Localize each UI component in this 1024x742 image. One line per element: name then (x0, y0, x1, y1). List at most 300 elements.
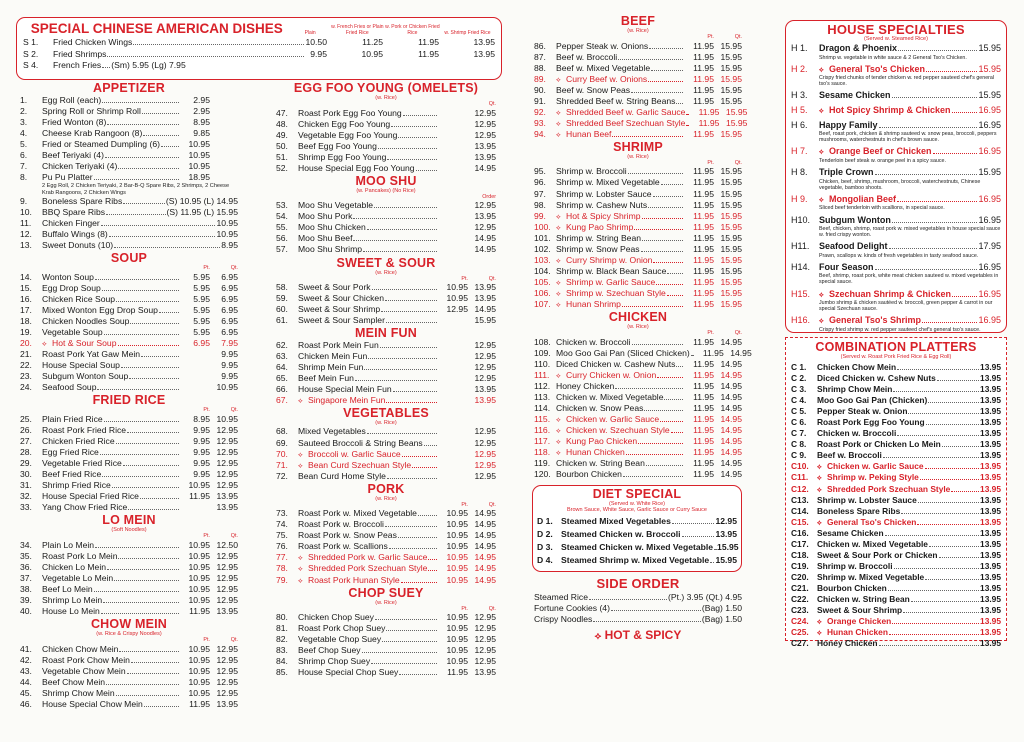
menu-item[interactable] (534, 469, 742, 480)
side-item[interactable] (534, 592, 742, 603)
menu-item[interactable] (20, 360, 238, 371)
dot-leader (897, 435, 979, 436)
pepper-icon: ⟡ (556, 224, 561, 232)
menu-item[interactable] (20, 595, 238, 606)
item-price: 11.95 (693, 40, 714, 51)
dot-leader (398, 137, 437, 138)
menu-item[interactable] (791, 572, 1001, 583)
item-price: 12.95 (474, 459, 496, 470)
menu-item[interactable] (537, 515, 737, 528)
menu-item[interactable] (534, 222, 742, 233)
menu-item[interactable] (534, 189, 742, 200)
menu-item[interactable] (20, 551, 238, 562)
menu-item[interactable] (791, 262, 1001, 274)
menu-item[interactable] (20, 139, 238, 150)
item-price: 10.95 (188, 161, 210, 172)
menu-item[interactable] (791, 472, 1001, 483)
menu-item[interactable] (276, 656, 496, 667)
item-name-text: Roast Pork Lo Mein (42, 550, 118, 561)
menu-item[interactable] (20, 491, 238, 502)
dot-leader (632, 344, 683, 345)
item-name-text: House Special Chow Mein (42, 698, 143, 709)
item-number: 7. (20, 161, 28, 172)
item-price: 11.95 (189, 491, 210, 502)
menu-item[interactable] (791, 450, 1001, 461)
menu-item[interactable] (534, 244, 742, 255)
dot-leader (611, 610, 701, 611)
item-price: 13.95 (980, 605, 1001, 616)
menu-item[interactable] (276, 623, 496, 634)
item-name (42, 305, 158, 316)
dot-leader (355, 380, 437, 381)
item-name (42, 469, 101, 480)
menu-item[interactable] (791, 439, 1001, 450)
item-number: 16. (20, 294, 32, 305)
menu-item[interactable] (276, 362, 496, 373)
item-description: Beef, shrimp, roast pork, white meat chicken sauteed w. mixed vegetables in special sauce. (819, 273, 999, 286)
menu-item[interactable] (276, 634, 496, 645)
section-title: PORK (367, 481, 405, 496)
menu-item[interactable] (276, 222, 496, 233)
dot-leader (651, 70, 683, 71)
menu-section (20, 618, 238, 710)
menu-item[interactable] (791, 167, 1001, 179)
menu-item[interactable] (20, 688, 238, 699)
menu-section (534, 310, 752, 480)
item-name-text: Kung Pao Chicken (566, 435, 638, 446)
special-item[interactable] (23, 37, 495, 49)
house-item (791, 167, 1001, 191)
item-number: H 6. (791, 119, 808, 130)
menu-item[interactable] (534, 359, 742, 370)
menu-item[interactable] (534, 255, 742, 266)
menu-item[interactable] (20, 371, 238, 382)
pepper-icon: ⟡ (556, 109, 561, 117)
dot-leader (942, 446, 979, 447)
menu-item[interactable] (276, 460, 496, 471)
item-name-text: Chicken Chow Mein (817, 362, 897, 372)
menu-item[interactable] (20, 240, 238, 251)
item-number: 20. (20, 338, 32, 349)
menu-item[interactable] (791, 373, 1001, 384)
menu-item[interactable] (276, 471, 496, 482)
menu-item[interactable] (20, 666, 238, 677)
menu-item[interactable] (276, 438, 496, 449)
price-header-qt: Qt. (488, 275, 496, 282)
menu-item[interactable] (20, 161, 238, 172)
item-price: 9.95 (193, 424, 210, 435)
menu-item[interactable] (20, 458, 238, 469)
item-number: 119. (534, 458, 551, 469)
menu-item[interactable] (791, 362, 1001, 373)
item-name (42, 540, 94, 551)
menu-item[interactable] (20, 128, 238, 139)
item-price: 8.95 (193, 413, 210, 424)
menu-item[interactable] (276, 108, 496, 119)
section-title: SWEET & SOUR (336, 255, 436, 270)
menu-item[interactable] (276, 384, 496, 395)
price-header-pt: Pt. (203, 407, 210, 414)
item-name-text: General Tso's Shrimp (829, 315, 921, 326)
diet-special-sub: (Served w. White Rice) (609, 501, 665, 507)
price-header-pt: Pt. (461, 501, 468, 508)
menu-item[interactable] (534, 211, 742, 222)
item-price: 10.95 (188, 150, 210, 161)
dot-leader (159, 312, 179, 313)
item-price: 15.95 (720, 166, 742, 177)
menu-item[interactable] (791, 43, 1001, 55)
menu-item[interactable] (20, 95, 238, 106)
item-number: 64. (276, 362, 288, 373)
menu-item[interactable] (276, 119, 496, 130)
menu-item[interactable] (791, 561, 1001, 572)
item-name (42, 562, 106, 573)
menu-item[interactable] (791, 528, 1001, 539)
dot-leader (888, 590, 979, 591)
menu-item[interactable] (534, 436, 742, 447)
menu-item[interactable] (276, 612, 496, 623)
menu-item[interactable] (791, 638, 1001, 649)
menu-item[interactable] (791, 517, 1001, 528)
menu-item[interactable] (20, 172, 238, 183)
menu-section (534, 141, 742, 310)
dot-leader (102, 290, 179, 291)
menu-item[interactable] (20, 106, 238, 117)
item-name (42, 327, 103, 338)
menu-item[interactable] (534, 74, 742, 85)
menu-item[interactable] (20, 207, 238, 218)
item-price: 14.95 (720, 358, 742, 369)
menu-item[interactable] (276, 552, 496, 563)
menu-item[interactable] (276, 449, 496, 460)
menu-item[interactable] (276, 130, 496, 141)
item-price: 16.95 (978, 214, 1001, 225)
item-number: C16. (791, 527, 809, 538)
menu-item[interactable] (534, 458, 742, 469)
diet-special-title: DIET SPECIAL (592, 487, 682, 501)
menu-item[interactable] (20, 349, 238, 360)
menu-item[interactable] (791, 395, 1001, 406)
menu-item[interactable] (534, 266, 742, 277)
menu-item[interactable] (276, 508, 496, 519)
menu-item[interactable] (534, 233, 742, 244)
menu-item[interactable] (791, 241, 1001, 253)
menu-item[interactable] (791, 194, 1001, 206)
menu-item[interactable] (534, 200, 742, 211)
house-item (791, 289, 1001, 313)
item-price: 13.95 (980, 483, 1001, 494)
menu-item[interactable] (537, 528, 737, 541)
dot-leader (623, 476, 683, 477)
item-number: 29. (20, 458, 32, 469)
menu-section (276, 82, 496, 174)
item-name (819, 43, 897, 55)
menu-item[interactable] (791, 627, 1001, 638)
menu-item[interactable] (534, 337, 742, 348)
menu-item[interactable] (791, 384, 1001, 395)
dot-leader (368, 358, 437, 359)
menu-item[interactable] (276, 541, 496, 552)
section-title: VEGETABLES (343, 406, 429, 421)
pepper-icon: ⟡ (42, 341, 47, 349)
menu-item[interactable] (20, 316, 238, 327)
item-price: 11.95 (189, 606, 210, 617)
menu-item[interactable] (791, 417, 1001, 428)
menu-item[interactable] (534, 425, 742, 436)
item-price: 15.95 (720, 221, 742, 232)
menu-item[interactable] (20, 272, 238, 283)
menu-item[interactable] (791, 484, 1001, 495)
menu-item[interactable] (534, 85, 742, 96)
item-price: 15.95 (725, 106, 748, 117)
item-number: H10. (791, 214, 811, 225)
menu-item[interactable] (791, 146, 1001, 158)
item-name-text: Shredded Beef Szechuan Style (566, 117, 686, 128)
menu-item[interactable] (534, 288, 742, 299)
menu-item[interactable] (791, 428, 1001, 439)
menu-item[interactable] (20, 229, 238, 240)
menu-item[interactable] (20, 305, 238, 316)
menu-item[interactable] (20, 502, 238, 513)
dot-leader (133, 44, 304, 45)
menu-item[interactable] (791, 583, 1001, 594)
menu-item[interactable] (534, 414, 742, 425)
side-item[interactable] (534, 603, 742, 614)
menu-item[interactable] (276, 395, 496, 406)
item-number: 104. (534, 265, 551, 276)
side-item[interactable] (534, 614, 742, 625)
pepper-icon: ⟡ (817, 630, 822, 638)
menu-item[interactable] (20, 447, 238, 458)
item-price: 11.95 (418, 48, 439, 59)
item-price: 15.95 (720, 199, 742, 210)
pepper-icon: ⟡ (819, 108, 824, 116)
menu-item[interactable] (791, 120, 1001, 132)
menu-item[interactable] (20, 584, 238, 595)
item-name-text: Chicken w. Mixed Vegetable (817, 538, 928, 549)
item-number: 97. (534, 188, 546, 199)
menu-item[interactable] (276, 163, 496, 174)
menu-item[interactable] (534, 370, 742, 381)
menu-item[interactable] (20, 562, 238, 573)
item-number: H 8. (791, 167, 808, 178)
menu-item[interactable] (791, 105, 1001, 117)
menu-item[interactable] (20, 425, 238, 436)
pepper-icon: ⟡ (556, 438, 561, 446)
menu-item[interactable] (534, 129, 742, 140)
item-price: 14.95 (720, 424, 742, 435)
item-name (42, 551, 117, 562)
item-number: 120. (534, 469, 551, 480)
item-description: Sliced beef tenderloin with scallions, in special sauce. (819, 205, 945, 212)
menu-item[interactable] (276, 304, 496, 315)
item-name (817, 384, 892, 395)
menu-item[interactable] (20, 655, 238, 666)
item-number: C 3. (791, 384, 807, 395)
menu-item[interactable] (276, 530, 496, 541)
item-price: (Pt.) 3.95 (Qt.) 4.95 (667, 592, 742, 602)
item-number: 63. (276, 351, 288, 362)
menu-item[interactable] (534, 41, 742, 52)
menu-item[interactable] (534, 96, 742, 107)
menu-item[interactable] (534, 63, 742, 74)
menu-item[interactable] (534, 117, 748, 129)
menu-item[interactable] (791, 406, 1001, 417)
menu-item[interactable] (791, 550, 1001, 561)
dot-leader (642, 240, 683, 241)
menu-item[interactable] (276, 575, 496, 586)
dot-leader (928, 402, 979, 403)
item-number: 115. (534, 413, 551, 424)
item-name-text: House Special Fried Rice (42, 491, 139, 502)
item-price: 11.95 (693, 358, 714, 369)
pepper-icon: ⟡ (556, 301, 561, 309)
pepper-icon: ⟡ (819, 196, 824, 204)
menu-item[interactable] (276, 200, 496, 211)
menu-item[interactable] (534, 177, 742, 188)
menu-item[interactable] (20, 606, 238, 617)
menu-item[interactable] (276, 293, 496, 304)
item-number: 40. (20, 606, 32, 617)
menu-item[interactable] (534, 52, 742, 63)
item-name-text: Kung Pao Shrimp (566, 221, 634, 232)
menu-item[interactable] (20, 338, 238, 349)
menu-item[interactable] (791, 64, 1001, 76)
menu-item[interactable] (276, 244, 496, 255)
item-name-text: Diced Chicken w. Cashew Nuts (556, 358, 676, 369)
menu-item[interactable] (791, 605, 1001, 616)
menu-item[interactable] (276, 519, 496, 530)
menu-item[interactable] (20, 283, 238, 294)
menu-item[interactable] (20, 414, 238, 425)
dot-leader (118, 345, 180, 346)
menu-item[interactable] (20, 436, 238, 447)
menu-item[interactable] (20, 196, 238, 207)
item-price: 10.95 (446, 634, 468, 645)
menu-item[interactable] (791, 90, 1001, 102)
menu-item[interactable] (20, 699, 238, 710)
menu-item[interactable] (537, 541, 737, 554)
menu-item[interactable] (276, 373, 496, 384)
item-price: 16.95 (978, 105, 1001, 116)
menu-item[interactable] (534, 299, 742, 310)
menu-item[interactable] (534, 277, 742, 288)
menu-item[interactable] (791, 315, 1001, 327)
col-plain: Plain (304, 30, 316, 36)
menu-item[interactable] (791, 616, 1001, 627)
pepper-icon: ⟡ (819, 291, 824, 299)
item-number: 73. (276, 508, 288, 519)
menu-item[interactable] (534, 392, 742, 403)
menu-item[interactable] (276, 211, 496, 222)
dot-leader (691, 355, 693, 356)
item-number: 60. (276, 304, 288, 315)
special-item[interactable] (23, 49, 495, 61)
menu-item[interactable] (534, 381, 742, 392)
menu-section (276, 175, 496, 256)
menu-item[interactable] (276, 563, 496, 574)
item-price: 10.95 (446, 574, 468, 585)
item-price: 10.95 (188, 654, 210, 665)
menu-item[interactable] (276, 340, 496, 351)
menu-item[interactable] (20, 117, 238, 128)
menu-item[interactable] (276, 351, 496, 362)
menu-item[interactable] (791, 289, 1001, 301)
item-name (298, 667, 398, 678)
item-price: 10.95 (188, 595, 210, 606)
dot-leader (908, 413, 979, 414)
item-price: 12.95 (474, 437, 496, 448)
menu-item[interactable] (791, 594, 1001, 605)
special-item[interactable] (23, 60, 495, 72)
menu-item[interactable] (20, 382, 238, 393)
menu-item[interactable] (537, 554, 737, 567)
item-name (556, 392, 663, 403)
item-price: 12.95 (474, 340, 496, 351)
menu-item[interactable] (20, 327, 238, 338)
menu-item[interactable] (20, 480, 238, 491)
price-header-qt: Qt. (488, 501, 496, 508)
menu-item[interactable] (534, 347, 752, 359)
menu-item[interactable] (791, 506, 1001, 517)
house-item (791, 64, 1001, 88)
menu-item[interactable] (20, 573, 238, 584)
menu-item[interactable] (276, 141, 496, 152)
menu-item[interactable] (20, 644, 238, 655)
menu-item[interactable] (276, 233, 496, 244)
item-price: 14.95 (474, 563, 496, 574)
item-price: 11.95 (693, 232, 714, 243)
dot-leader (903, 612, 979, 613)
dot-leader (127, 673, 179, 674)
dot-leader (372, 289, 437, 290)
item-name (298, 575, 400, 587)
menu-item[interactable] (791, 215, 1001, 227)
dot-leader (875, 269, 978, 270)
item-name (42, 436, 115, 447)
menu-item[interactable] (791, 461, 1001, 472)
item-name (298, 541, 388, 552)
menu-item[interactable] (20, 218, 238, 229)
menu-item[interactable] (276, 667, 496, 678)
menu-item[interactable] (20, 540, 238, 551)
menu-item[interactable] (276, 282, 496, 293)
menu-item[interactable] (534, 166, 742, 177)
section-title: LO MEIN (102, 513, 156, 528)
menu-item[interactable] (276, 645, 496, 656)
menu-item[interactable] (20, 677, 238, 688)
col-pork-fried-rice: w. Pork or Chicken Fried Rice (385, 24, 440, 36)
menu-item[interactable] (276, 426, 496, 437)
item-number: 51. (276, 151, 288, 162)
menu-item[interactable] (534, 403, 742, 414)
menu-item[interactable] (276, 152, 496, 163)
menu-item[interactable] (791, 495, 1001, 506)
item-price: 15.95 (715, 555, 737, 565)
item-price: 6.95 (221, 305, 238, 316)
menu-item[interactable] (20, 150, 238, 161)
menu-item[interactable] (791, 539, 1001, 550)
item-number: C 2. (791, 373, 807, 384)
section-title: MOO SHU (355, 173, 417, 188)
menu-item[interactable] (20, 294, 238, 305)
pepper-icon: ⟡ (819, 318, 824, 326)
menu-item[interactable] (534, 106, 748, 118)
menu-item[interactable] (20, 469, 238, 480)
menu-item[interactable] (276, 315, 496, 326)
menu-item[interactable] (534, 447, 742, 458)
item-price: 13.95 (216, 502, 238, 513)
